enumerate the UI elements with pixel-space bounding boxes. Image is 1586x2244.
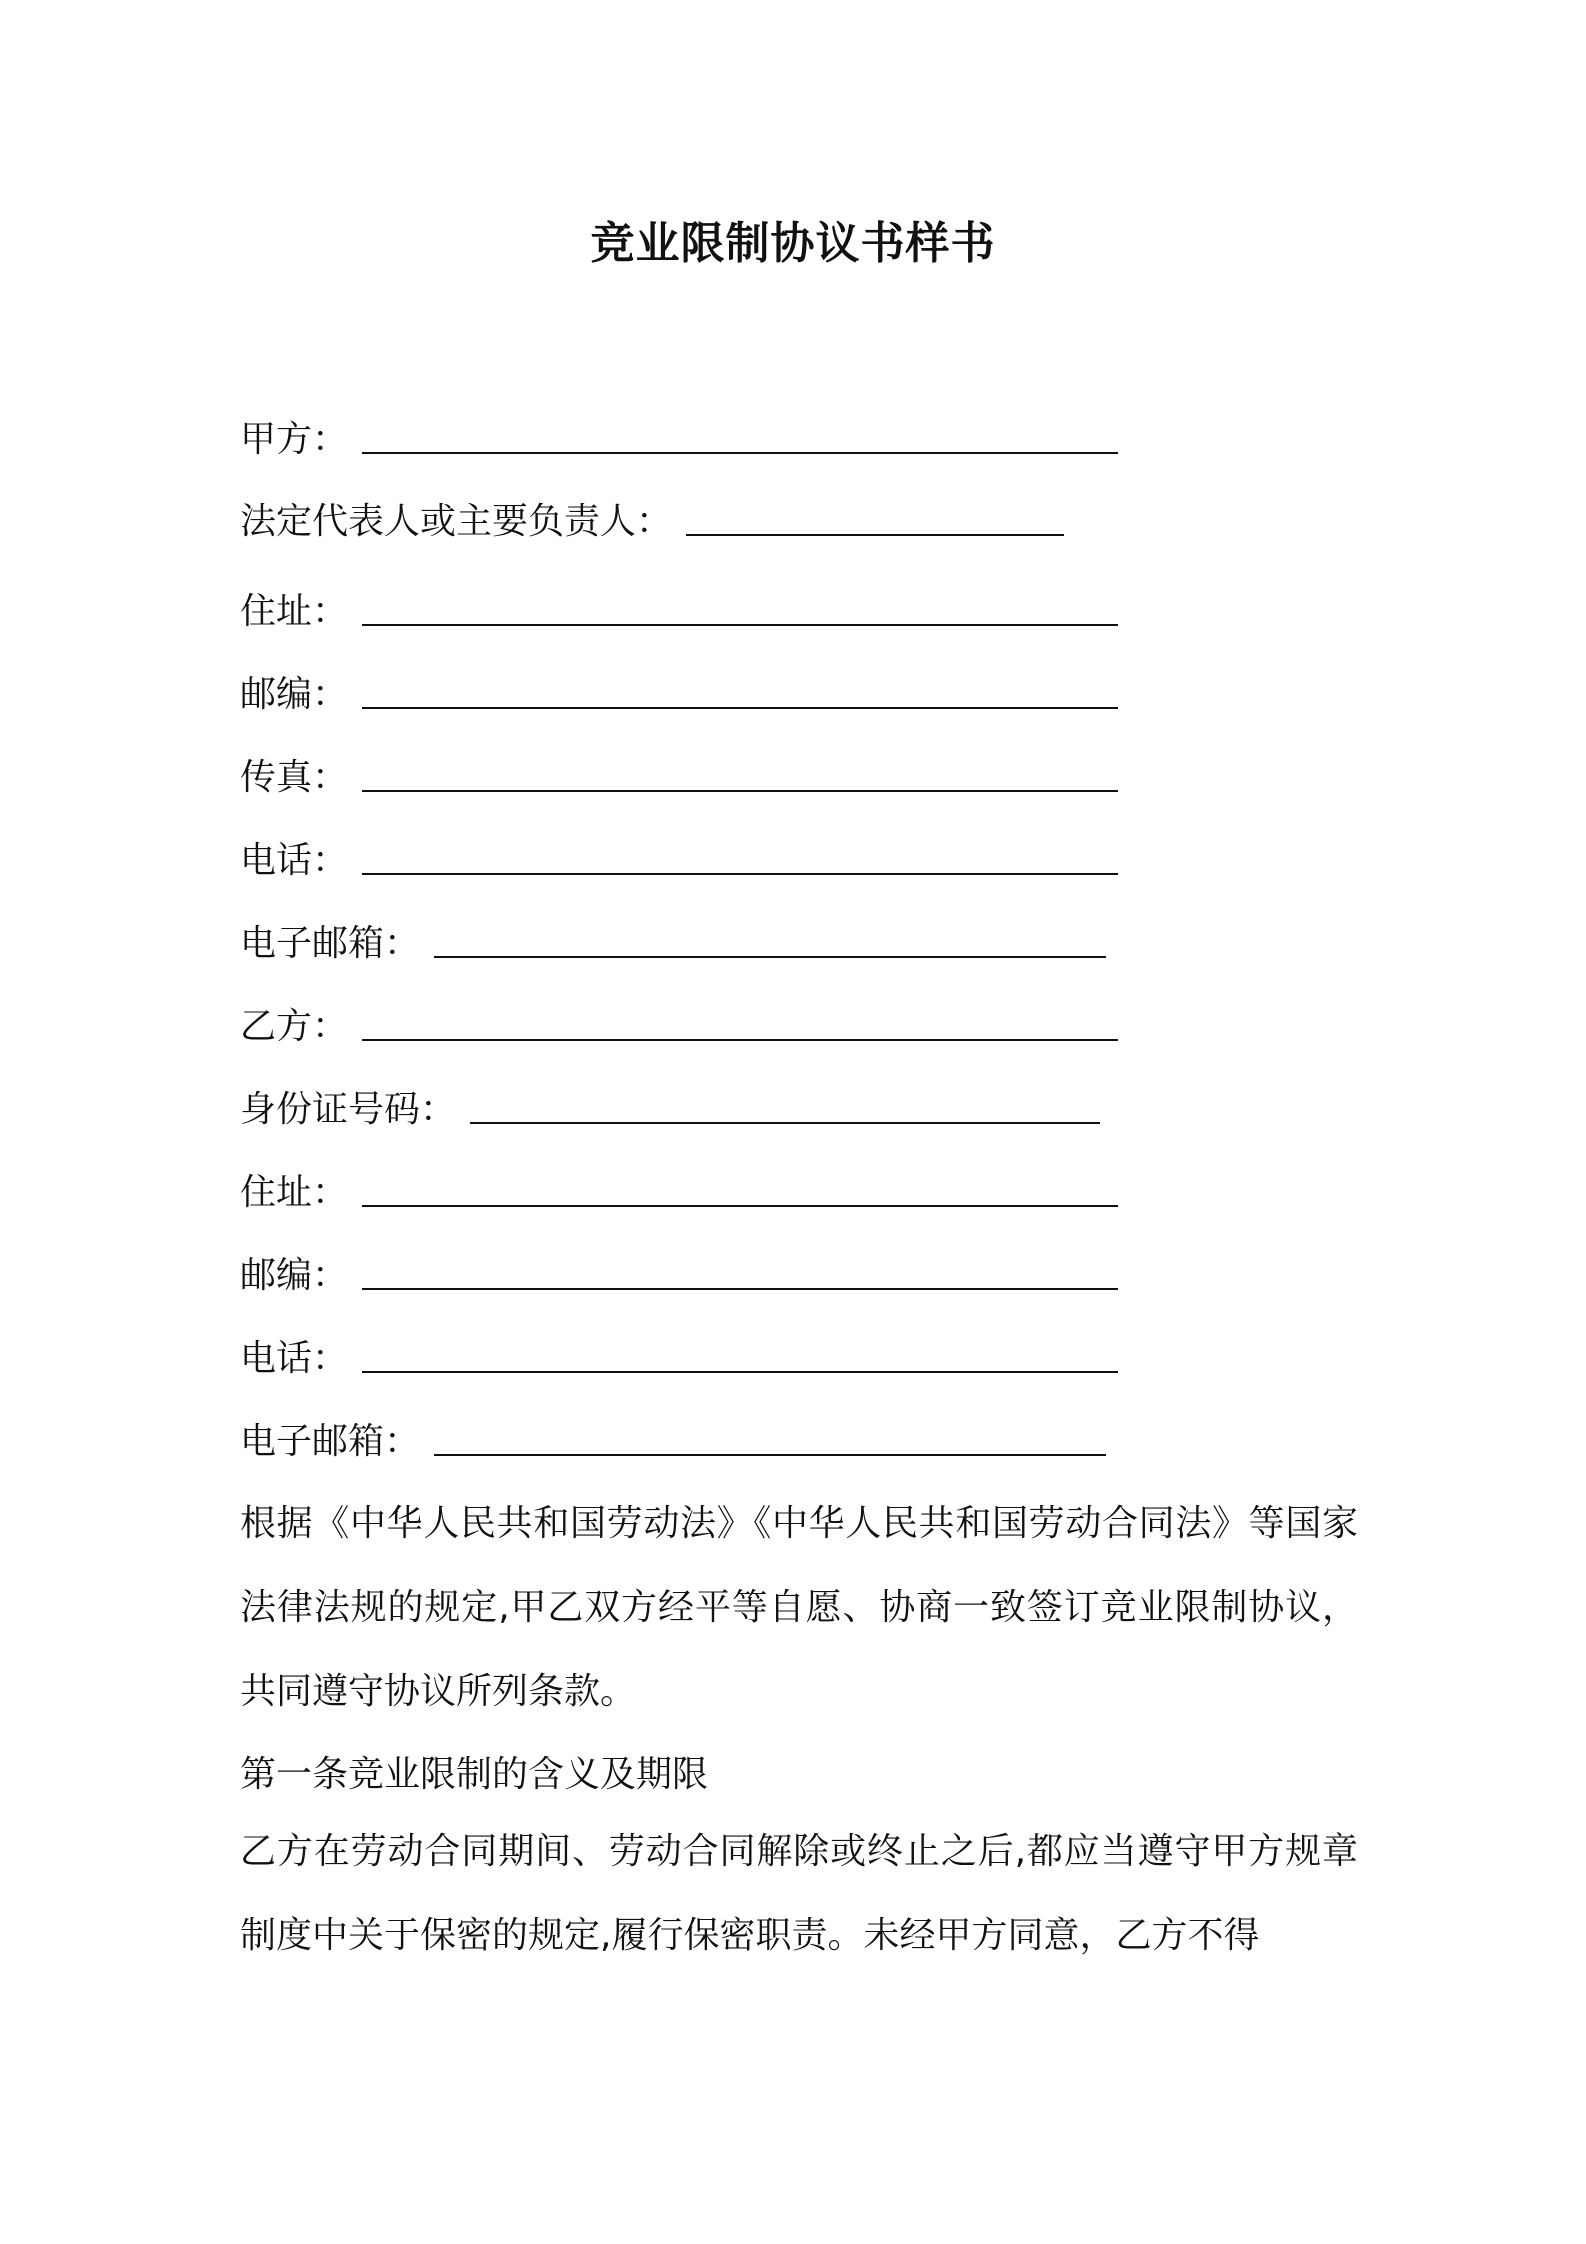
fill-in-line (362, 1199, 1118, 1207)
article-1-paragraph: 乙方在劳动合同期间、劳动合同解除或终止之后,都应当遵守甲方规章制度中关于保密的规定,履行保密职责。未经甲方同意，乙方不得 (240, 1831, 1358, 1956)
party-b-phone-field (240, 1329, 1118, 1385)
field-label: 电子邮箱： (240, 1421, 421, 1462)
fill-in-line (362, 618, 1118, 626)
party-b-name-field (240, 997, 1118, 1053)
fill-in-line (362, 701, 1118, 709)
fill-in-line (362, 1365, 1118, 1373)
fill-in-line (686, 528, 1064, 536)
fill-in-line (362, 867, 1118, 875)
field-label: 传真： (240, 757, 349, 798)
intro-paragraph: 根据《中华人民共和国劳动法》《中华人民共和国劳动合同法》等国家法律法规的规定,甲乙双方经平等自愿、协商一致签订竞业限制协议，共同遵守协议所列条款。 (240, 1503, 1358, 1712)
party-b-address-field (240, 1163, 1118, 1219)
party-b-postcode-field (240, 1246, 1118, 1302)
field-label: 电子邮箱： (240, 923, 421, 964)
fill-in-line (434, 1448, 1106, 1456)
fill-in-line (434, 950, 1106, 958)
party-a-email-field (240, 914, 1106, 970)
party-a-phone-field (240, 831, 1118, 887)
fill-in-line (362, 1033, 1118, 1041)
field-label: 住址： (240, 591, 349, 632)
fill-in-line (362, 1282, 1118, 1290)
field-label: 电话： (240, 840, 349, 881)
article-1-heading: 第一条竞业限制的含义及期限 (240, 1754, 709, 1795)
field-label: 邮编： (240, 1255, 349, 1296)
party-b-email-field (240, 1412, 1106, 1468)
fill-in-line (362, 446, 1118, 454)
party-a-postcode-field (240, 665, 1118, 721)
legal-representative-field (240, 492, 1064, 548)
party-b-id-number-field (240, 1080, 1100, 1136)
field-label: 乙方： (240, 1006, 349, 1047)
field-label: 身份证号码： (240, 1089, 457, 1130)
party-a-address-field (240, 582, 1118, 638)
field-label: 甲方： (240, 419, 349, 460)
document-title: 竞业限制协议书样书 (590, 218, 996, 269)
field-label: 法定代表人或主要负责人： (240, 501, 673, 542)
fill-in-line (362, 784, 1118, 792)
party-a-name-field (240, 410, 1118, 466)
party-a-fax-field (240, 748, 1118, 804)
field-label: 邮编： (240, 674, 349, 715)
fill-in-line (470, 1116, 1100, 1124)
field-label: 电话： (240, 1338, 349, 1379)
field-label: 住址： (240, 1172, 349, 1213)
